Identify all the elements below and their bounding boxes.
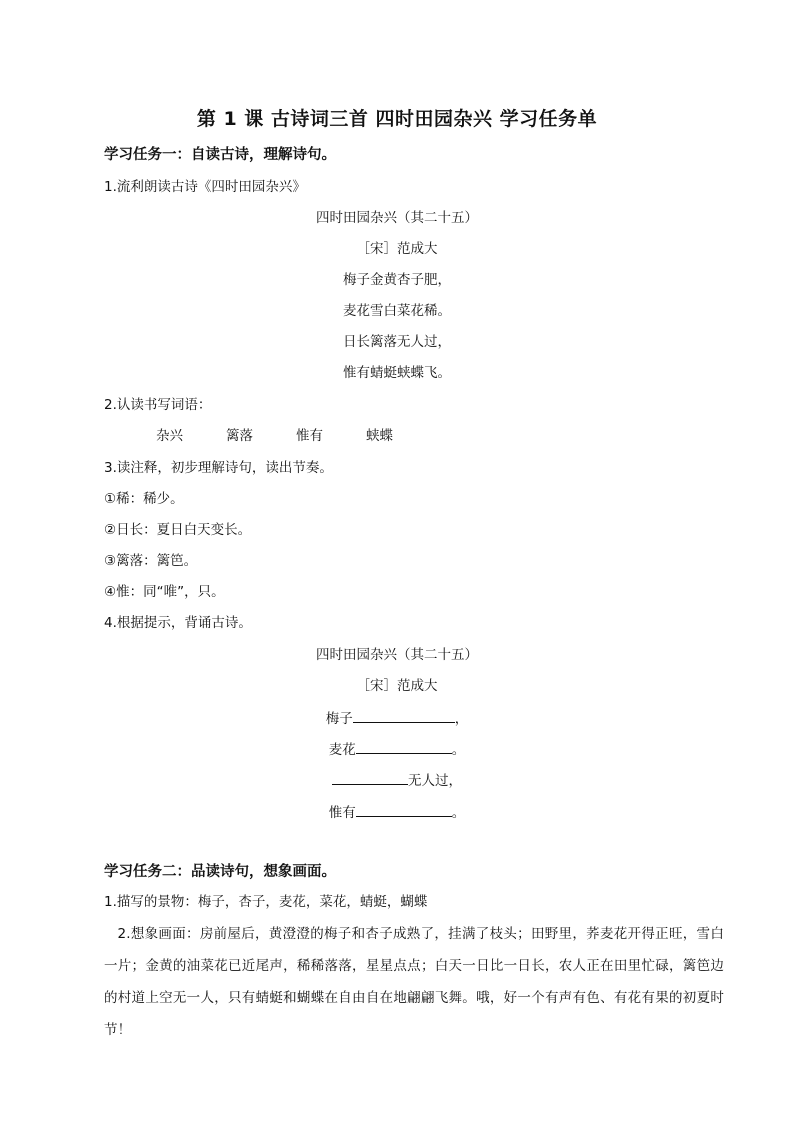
- recite-line-2: [0, 739, 794, 759]
- poem-title: 四时田园杂兴（其二十五）: [316, 210, 478, 226]
- vocab-list: [156, 427, 436, 445]
- vocab-word: 惟有: [296, 428, 323, 444]
- recite-author: ［宋］范成大: [356, 678, 438, 694]
- page-title: 第 1 课 古诗词三首 四时田园杂兴 学习任务单: [196, 108, 598, 130]
- poem-author: ［宋］范成大: [356, 241, 438, 257]
- vocab-word: 杂兴: [156, 428, 183, 444]
- poem-line-1: 梅子金黄杏子肥，: [343, 272, 451, 288]
- task1-heading: 学习任务一：自读古诗，理解诗句。: [104, 147, 336, 163]
- fill-blank-3[interactable]: [332, 770, 408, 785]
- recite-line-2-suffix: 。: [451, 742, 466, 758]
- vocab-word: 蛱蝶: [366, 428, 393, 444]
- note-3: ③篱落：篱笆。: [104, 553, 198, 569]
- recite-line-1-suffix: ，: [454, 711, 469, 727]
- poem-line-3: 日长篱落无人过，: [343, 334, 451, 350]
- recite-line-4-prefix: 惟有: [328, 805, 356, 821]
- vocab-word: 篱落: [226, 428, 253, 444]
- task2-heading: 学习任务二：品读诗句，想象画面。: [104, 864, 336, 880]
- fill-blank-2[interactable]: [356, 739, 452, 754]
- poem-line-4: 惟有蜻蜓蛱蝶飞。: [343, 365, 451, 381]
- fill-blank-1[interactable]: [353, 708, 455, 723]
- recite-line-2-prefix: 麦花: [328, 742, 356, 758]
- fill-blank-4[interactable]: [356, 802, 452, 817]
- recite-line-1: [0, 708, 794, 728]
- poem-line-2: 麦花雪白菜花稀。: [343, 303, 451, 319]
- recite-line-1-prefix: 梅子: [325, 711, 353, 727]
- recite-line-3: [0, 770, 794, 790]
- note-1: ①稀：稀少。: [104, 491, 184, 507]
- note-4: ④惟：同“唯”，只。: [104, 584, 225, 600]
- recite-line-4: [0, 802, 794, 822]
- task1-item4-label: 4.根据提示，背诵古诗。: [104, 615, 252, 631]
- task1-item1-label: 1.流利朗读古诗《四时田园杂兴》: [104, 179, 306, 195]
- task2-item2-paragraph: 2.想象画面：房前屋后，黄澄澄的梅子和杏子成熟了，挂满了枝头；田野里，荞麦花开得正旺，雪白一片；金黄的油菜花已近尾声，稀稀落落，星星点点；白天一日比一日长，农人正在田里忙碌，篱笆边的村道上空无一人，只有蜻蜓和蝴蝶在自由自在地翩翩飞舞。哦，好一个有声有色、有花有果的初夏时节！: [104, 926, 724, 1038]
- recite-line-4-suffix: 。: [451, 805, 466, 821]
- note-2: ②日长：夏日白天变长。: [104, 522, 252, 538]
- recite-line-3-suffix: 无人过，: [408, 773, 462, 789]
- task1-item3-label: 3.读注释，初步理解诗句，读出节奏。: [104, 460, 333, 476]
- recite-title: 四时田园杂兴（其二十五）: [316, 647, 478, 663]
- task2-item1: 1.描写的景物：梅子，杏子，麦花，菜花，蜻蜓，蝴蝶: [104, 894, 428, 910]
- task1-item2-label: 2.认读书写词语：: [104, 397, 212, 413]
